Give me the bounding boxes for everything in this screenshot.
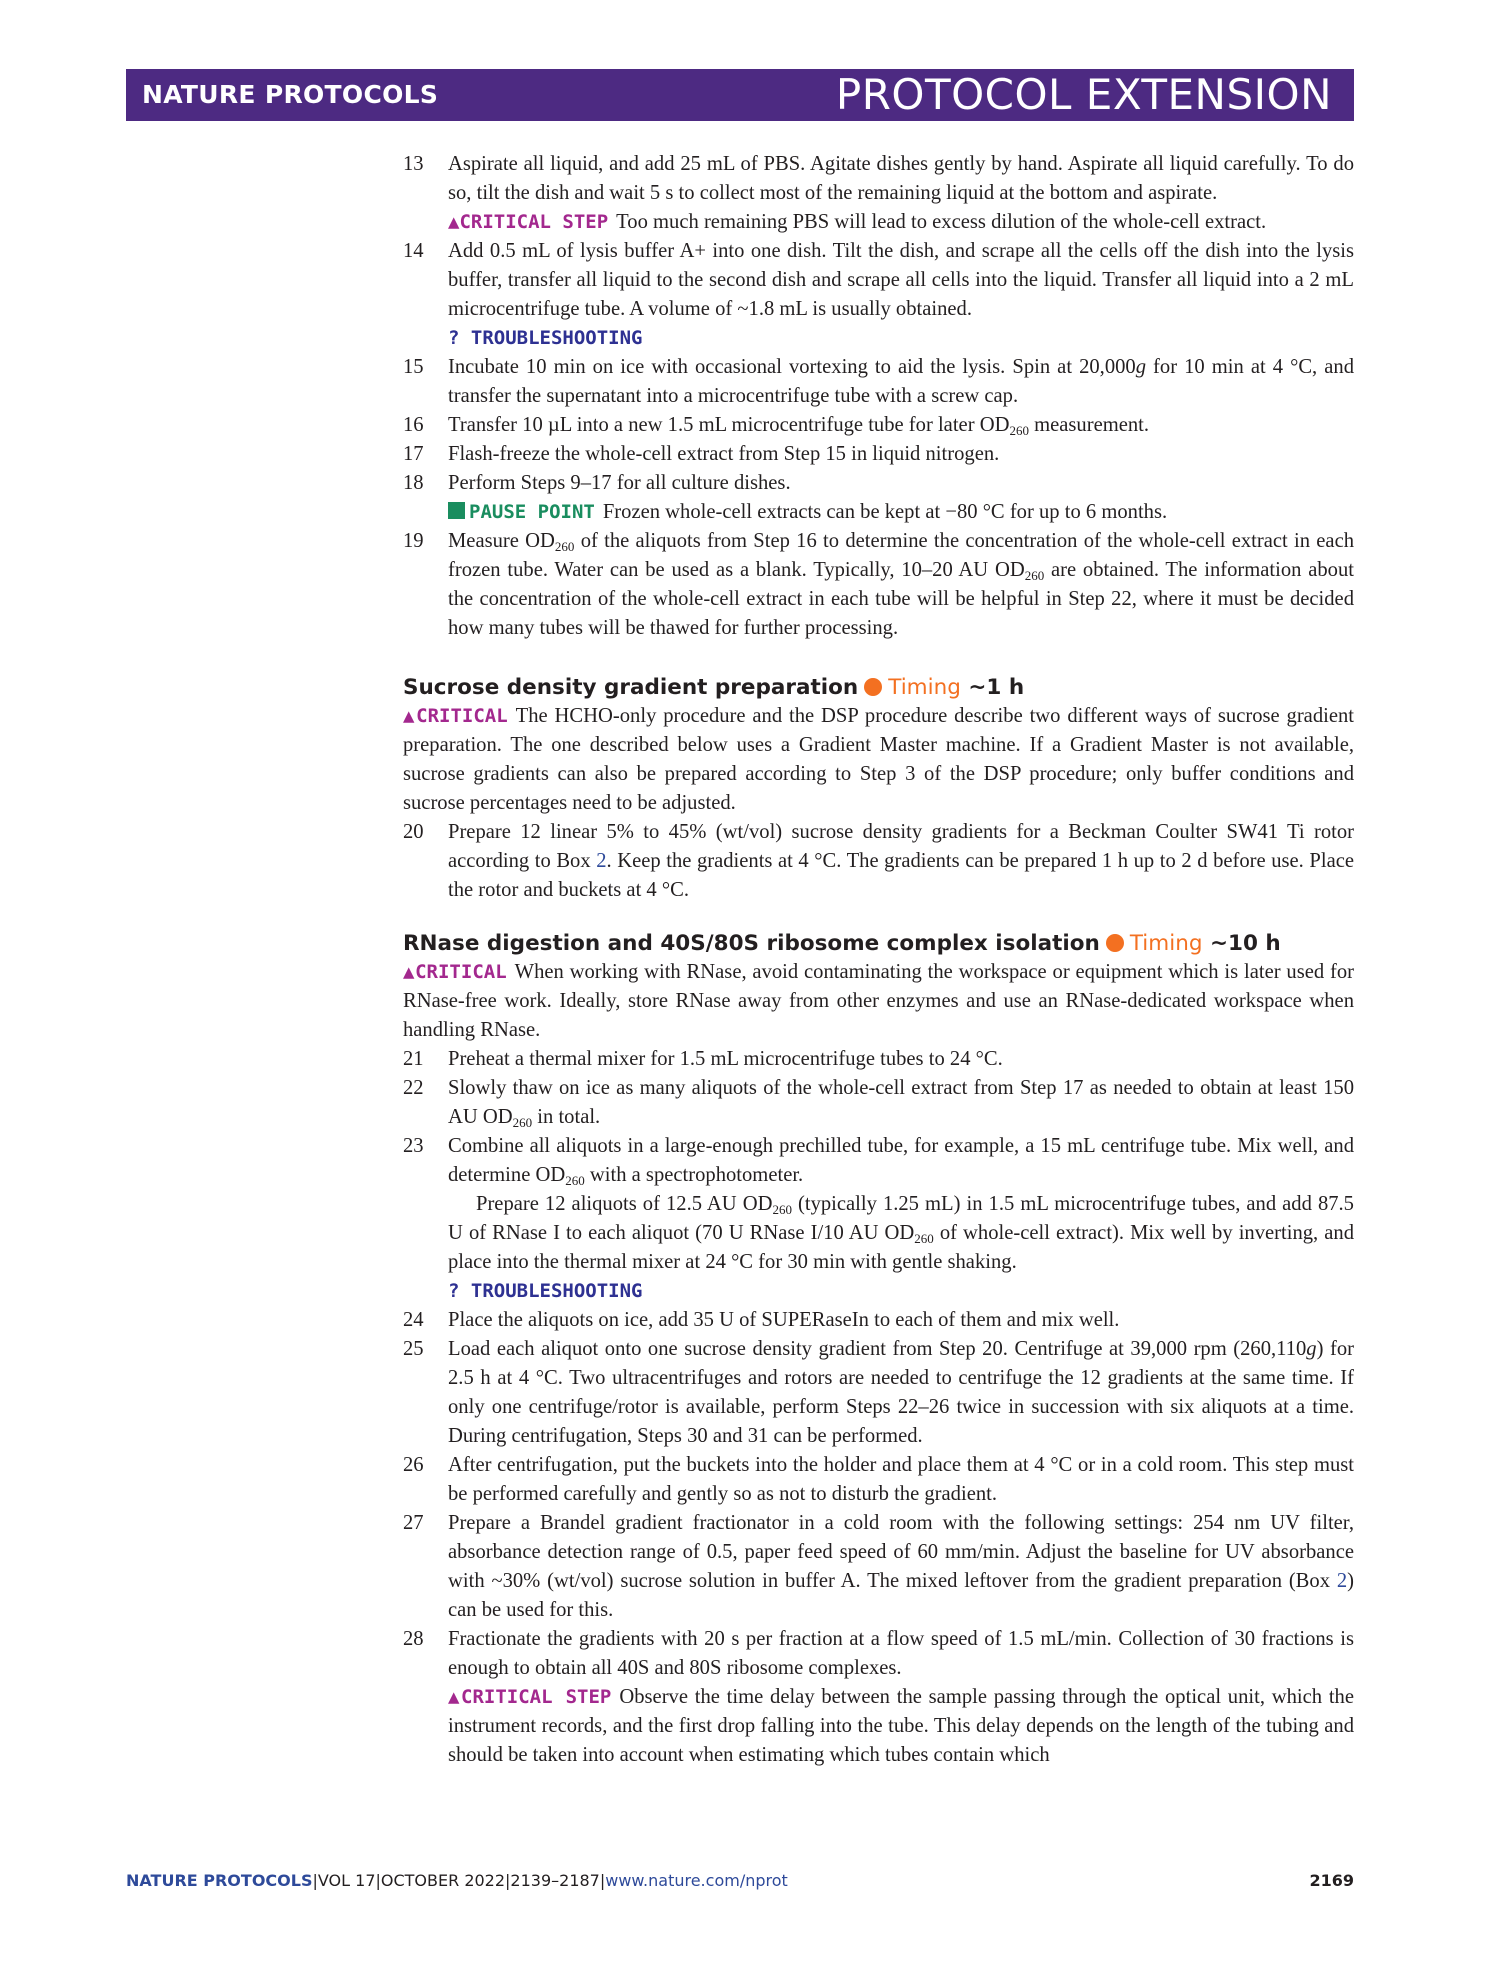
main-content (403, 150, 1354, 1770)
critical-step-label: ▲CRITICAL STEP (448, 1686, 612, 1708)
footer-separator: | (375, 1871, 381, 1890)
timing-value: ~10 h (1209, 931, 1281, 956)
step-text: Prepare 12 linear 5% to 45% (wt/vol) sucrose density gradients for a Beckman Coulter SW41 Ti rotor according to Box (448, 821, 1354, 872)
step-number: 14 (403, 240, 424, 262)
step-text: Combine all aliquots in a large-enough prechilled tube, for example, a 15 mL centrifuge tube. Mix well, and determine OD (448, 1135, 1354, 1186)
step-text: Aspirate all liquid, and add 25 mL of PBS. Agitate dishes gently by hand. Aspirate all liquid carefully. To do so, tilt the dish and wait 5 s to collect most of the remaining liquid at the bottom and aspirate. (448, 153, 1354, 204)
timing-label: Timing (888, 675, 961, 700)
step-27 (403, 1509, 1354, 1625)
subscript: 260 (554, 539, 575, 554)
troubleshooting-note (403, 324, 1354, 353)
step-text-cont: ) for 2.5 h at 4 °C. Two ultracentrifuges and rotors are needed to centrifuge the 12 gradients at the same time. If only one centrifuge/rotor is available, perform Steps 22–26 twice in succession with six aliquots at a time. During centrifugation, Steps 30 and 31 can be performed. (448, 1338, 1354, 1447)
footer-pages: 2139–2187 (510, 1871, 600, 1890)
subscript: 260 (1024, 568, 1045, 583)
g-unit: g (1135, 356, 1147, 378)
timing-icon (864, 678, 882, 696)
note-text: Too much remaining PBS will lead to excess dilution of the whole-cell extract. (616, 211, 1267, 233)
footer-separator: | (312, 1871, 318, 1890)
critical-step-note (403, 208, 1354, 237)
step-text-cont: of whole-cell extract). Mix well by inverting, and place into the thermal mixer at 24 °C for 30 min with gentle shaking. (448, 1222, 1354, 1273)
page-number: 2169 (1309, 1871, 1354, 1890)
step-text: Preheat a thermal mixer for 1.5 mL microcentrifuge tubes to 24 °C. (448, 1048, 1003, 1070)
timing-icon (1106, 934, 1124, 952)
section-heading-sucrose (403, 673, 1354, 702)
step-text: Prepare 12 aliquots of 12.5 AU OD (476, 1193, 773, 1215)
timing-value: ~1 h (968, 675, 1025, 700)
step-24 (403, 1306, 1354, 1335)
footer-separator: | (599, 1871, 606, 1890)
step-number: 17 (403, 443, 424, 465)
step-15 (403, 353, 1354, 411)
troubleshooting-label: ? TROUBLESHOOTING (448, 1280, 643, 1302)
step-text-cont: of the aliquots from Step 16 to determine the concentration of the whole-cell extract in each frozen tube. Water can be used as a blank. Typically, 10–20 AU OD (448, 530, 1355, 581)
box-link[interactable]: 2 (1336, 1570, 1348, 1592)
step-number: 18 (403, 472, 424, 494)
step-number: 19 (403, 530, 424, 552)
step-number: 16 (403, 414, 424, 436)
step-number: 20 (403, 821, 424, 843)
troubleshooting-note (403, 1277, 1354, 1306)
step-25 (403, 1335, 1354, 1451)
article-type: PROTOCOL EXTENSION (835, 70, 1332, 119)
step-text: Place the aliquots on ice, add 35 U of SUPERaseIn to each of them and mix well. (448, 1309, 1120, 1331)
note-text: Observe the time delay between the sample passing through the optical unit, which the instrument records, and the first drop falling into the tube. This delay depends on the length of the tubing and should be taken into account when estimating which tubes contain which (448, 1686, 1354, 1766)
footer-date: OCTOBER 2022 (380, 1871, 506, 1890)
step-number: 21 (403, 1048, 424, 1070)
step-number: 22 (403, 1077, 424, 1099)
critical-step-note (403, 1683, 1354, 1770)
subscript: 260 (512, 1115, 533, 1130)
pause-square-icon (448, 502, 465, 519)
header-bar (126, 69, 1354, 121)
step-17 (403, 440, 1354, 469)
step-number: 25 (403, 1338, 424, 1360)
step-text-cont: are obtained. The information about the concentration of the whole-cell extract in each tube will be helpful in Step 22, where it must be decided how many tubes will be thawed for further processing. (448, 559, 1354, 639)
footer-volume: VOL 17 (317, 1871, 376, 1890)
section-critical-note (403, 958, 1354, 1045)
journal-name: NATURE PROTOCOLS (142, 80, 439, 109)
step-number: 26 (403, 1454, 424, 1476)
subscript: 260 (565, 1173, 585, 1188)
step-text: Add 0.5 mL of lysis buffer A+ into one dish. Tilt the dish, and scrape all the cells off the dish into the lysis buffer, transfer all liquid to the second dish and scrape all cells into the liquid. Transfer all liquid into a 2 mL microcentrifuge tube. A volume of ~1.8 mL is usually obtained. (448, 240, 1354, 320)
step-number: 15 (403, 356, 424, 378)
step-19 (403, 527, 1354, 643)
subscript: 260 (772, 1202, 792, 1217)
section-title: RNase digestion and 40S/80S ribosome complex isolation (403, 931, 1100, 956)
section-heading-rnase (403, 929, 1354, 958)
step-13 (403, 150, 1354, 208)
subscript: 260 (914, 1231, 934, 1246)
step-23 (403, 1132, 1354, 1190)
troubleshooting-label: ? TROUBLESHOOTING (448, 327, 643, 349)
step-18 (403, 469, 1354, 498)
step-text: Incubate 10 min on ice with occasional vortexing to aid the lysis. Spin at 20,000 (448, 356, 1136, 378)
critical-text: When working with RNase, avoid contaminating the workspace or equipment which is later used for RNase-free work. Ideally, store RNase away from other enzymes and use an RNase-dedicated workspace when handling RNase. (403, 961, 1355, 1041)
step-number: 13 (403, 153, 424, 175)
step-text-cont: ) can be used for this. (448, 1570, 1354, 1621)
footer-url[interactable]: www.nature.com/nprot (605, 1871, 788, 1890)
step-text: Load each aliquot onto one sucrose density gradient from Step 20. Centrifuge at 39,000 rpm (260,110 (448, 1338, 1307, 1360)
critical-label: ▲CRITICAL (403, 961, 507, 983)
subscript: 260 (1009, 423, 1029, 438)
step-text: Slowly thaw on ice as many aliquots of the whole-cell extract from Step 17 as needed to obtain at least 150 AU OD (448, 1077, 1354, 1128)
step-text: Fractionate the gradients with 20 s per fraction at a flow speed of 1.5 mL/min. Collection of 30 fractions is enough to obtain all 40S and 80S ribosome complexes. (448, 1628, 1354, 1679)
step-23-continuation (403, 1190, 1354, 1277)
box-link[interactable]: 2 (596, 850, 607, 872)
step-text-cont: . Keep the gradients at 4 °C. The gradients can be prepared 1 h up to 2 d before use. Place the rotor and buckets at 4 °C. (448, 850, 1354, 901)
step-text-cont: in total. (532, 1106, 601, 1128)
step-number: 24 (403, 1309, 424, 1331)
section-title: Sucrose density gradient preparation (403, 675, 859, 700)
step-text: After centrifugation, put the buckets into the holder and place them at 4 °C or in a cold room. This step must be performed carefully and gently so as not to disturb the gradient. (448, 1454, 1354, 1505)
critical-step-label: ▲CRITICAL STEP (448, 211, 609, 233)
pause-point-label: PAUSE POINT (469, 501, 595, 523)
step-14 (403, 237, 1354, 324)
step-text-cont: for 10 min at 4 °C, and transfer the supernatant into a microcentrifuge tube with a screw cap. (448, 356, 1354, 407)
step-21 (403, 1045, 1354, 1074)
note-text: Frozen whole-cell extracts can be kept at −80 °C for up to 6 months. (602, 501, 1168, 523)
step-text-cont: with a spectrophotometer. (584, 1164, 804, 1186)
step-number: 27 (403, 1512, 424, 1534)
step-20 (403, 818, 1354, 905)
step-text: Flash-freeze the whole-cell extract from Step 15 in liquid nitrogen. (448, 443, 1000, 465)
page-footer (126, 1871, 1354, 1893)
critical-label: ▲CRITICAL (403, 705, 508, 727)
g-unit: g (1306, 1338, 1317, 1360)
step-22 (403, 1074, 1354, 1132)
step-text-cont: (typically 1.25 mL) in 1.5 mL microcentrifuge tubes, and add 87.5 U of RNase I to each aliquot (70 U RNase I/10 AU OD (448, 1193, 1354, 1244)
timing-label: Timing (1129, 931, 1203, 956)
step-text: Measure OD (448, 530, 555, 552)
section-critical-note (403, 702, 1354, 818)
step-text: Prepare a Brandel gradient fractionator in a cold room with the following settings: 254 nm UV filter, absorbance detection range of 0.5, paper feed speed of 60 mm/min. Adjust the baseline for UV absorbance with ~30% (wt/vol) sucrose solution in buffer A. The mixed leftover from the gradient preparation (Box (448, 1512, 1354, 1592)
step-number: 28 (403, 1628, 424, 1650)
critical-text: The HCHO-only procedure and the DSP procedure describe two different ways of sucrose gradient preparation. The one described below uses a Gradient Master machine. If a Gradient Master is not available, sucrose gradients can also be prepared according to Step 3 of the DSP procedure; only buffer conditions and sucrose percentages need to be adjusted. (403, 705, 1355, 814)
footer-separator: | (505, 1871, 511, 1890)
step-text: Perform Steps 9–17 for all culture dishes. (448, 472, 791, 494)
step-28 (403, 1625, 1354, 1683)
step-16 (403, 411, 1354, 440)
step-number: 23 (403, 1135, 424, 1157)
step-text-cont: measurement. (1028, 414, 1150, 436)
step-text: Transfer 10 µL into a new 1.5 mL microcentrifuge tube for later OD (448, 414, 1010, 436)
pause-point-note (403, 498, 1354, 527)
footer-journal: NATURE PROTOCOLS (126, 1871, 313, 1890)
step-26 (403, 1451, 1354, 1509)
